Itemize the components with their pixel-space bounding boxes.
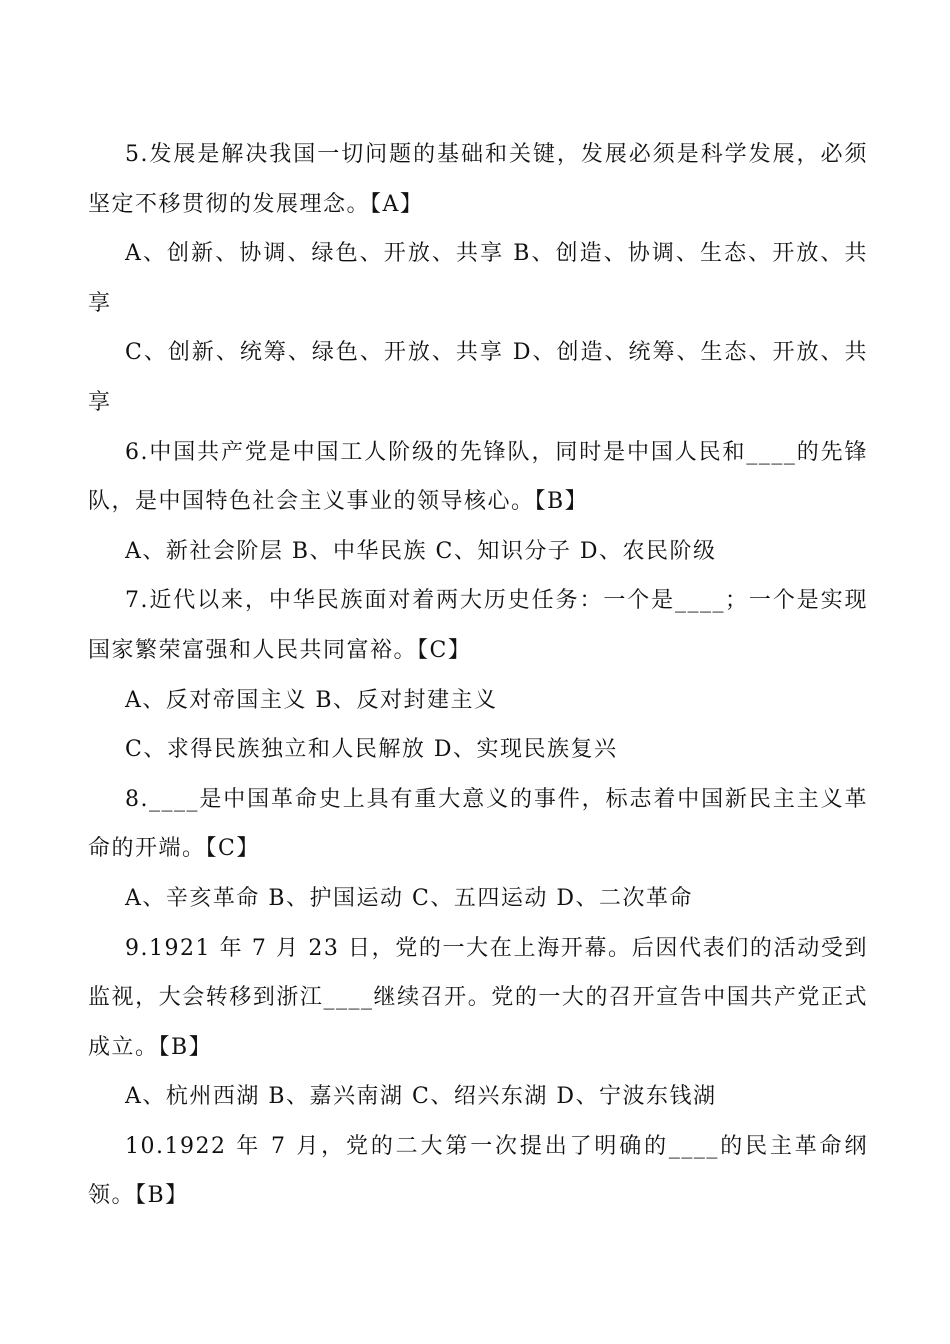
question-5: 5.发展是解决我国一切问题的基础和关键，发展必须是科学发展，必须坚定不移贯彻的发展理念。【A】 [88, 142, 868, 217]
question-7-options-cd: C、求得民族独立和人民解放 D、实现民族复兴 [125, 737, 618, 763]
question-7: 7.近代以来，中华民族面对着两大历史任务：一个是____；一个是实现国家繁荣富强和人民共同富裕。【C】 [88, 588, 868, 663]
question-6: 6.中国共产党是中国工人阶级的先锋队，同时是中国人民和____的先锋队，是中国特色社会主义事业的领导核心。【B】 [88, 439, 868, 515]
question-5-options-cd: C、创新、统筹、绿色、开放、共享 D、创造、统筹、生态、开放、共享 [88, 340, 868, 415]
question-10: 10.1922 年 7 月，党的二大第一次提出了明确的____的民主革命纲领。【B】 [88, 1133, 868, 1209]
question-7-options-ab: A、反对帝国主义 B、反对封建主义 [125, 687, 498, 713]
question-8: 8.____是中国革命史上具有重大意义的事件，标志着中国新民主主义革命的开端。【C】 [88, 786, 868, 862]
question-6-options: A、新社会阶层 B、中华民族 C、知识分子 D、农民阶级 [125, 538, 717, 564]
question-9: 9.1921 年 7 月 23 日，党的一大在上海开幕。后因代表们的活动受到监视，大会转移到浙江____继续召开。党的一大的召开宣告中国共产党正式成立。【B】 [88, 935, 868, 1060]
question-9-options: A、杭州西湖 B、嘉兴南湖 C、绍兴东湖 D、宁波东钱湖 [125, 1084, 717, 1110]
question-5-options-ab: A、创新、协调、绿色、开放、共享 B、创造、协调、生态、开放、共享 [88, 241, 868, 316]
question-8-options: A、辛亥革命 B、护国运动 C、五四运动 D、二次革命 [125, 885, 694, 911]
quiz-content [88, 130, 868, 1221]
